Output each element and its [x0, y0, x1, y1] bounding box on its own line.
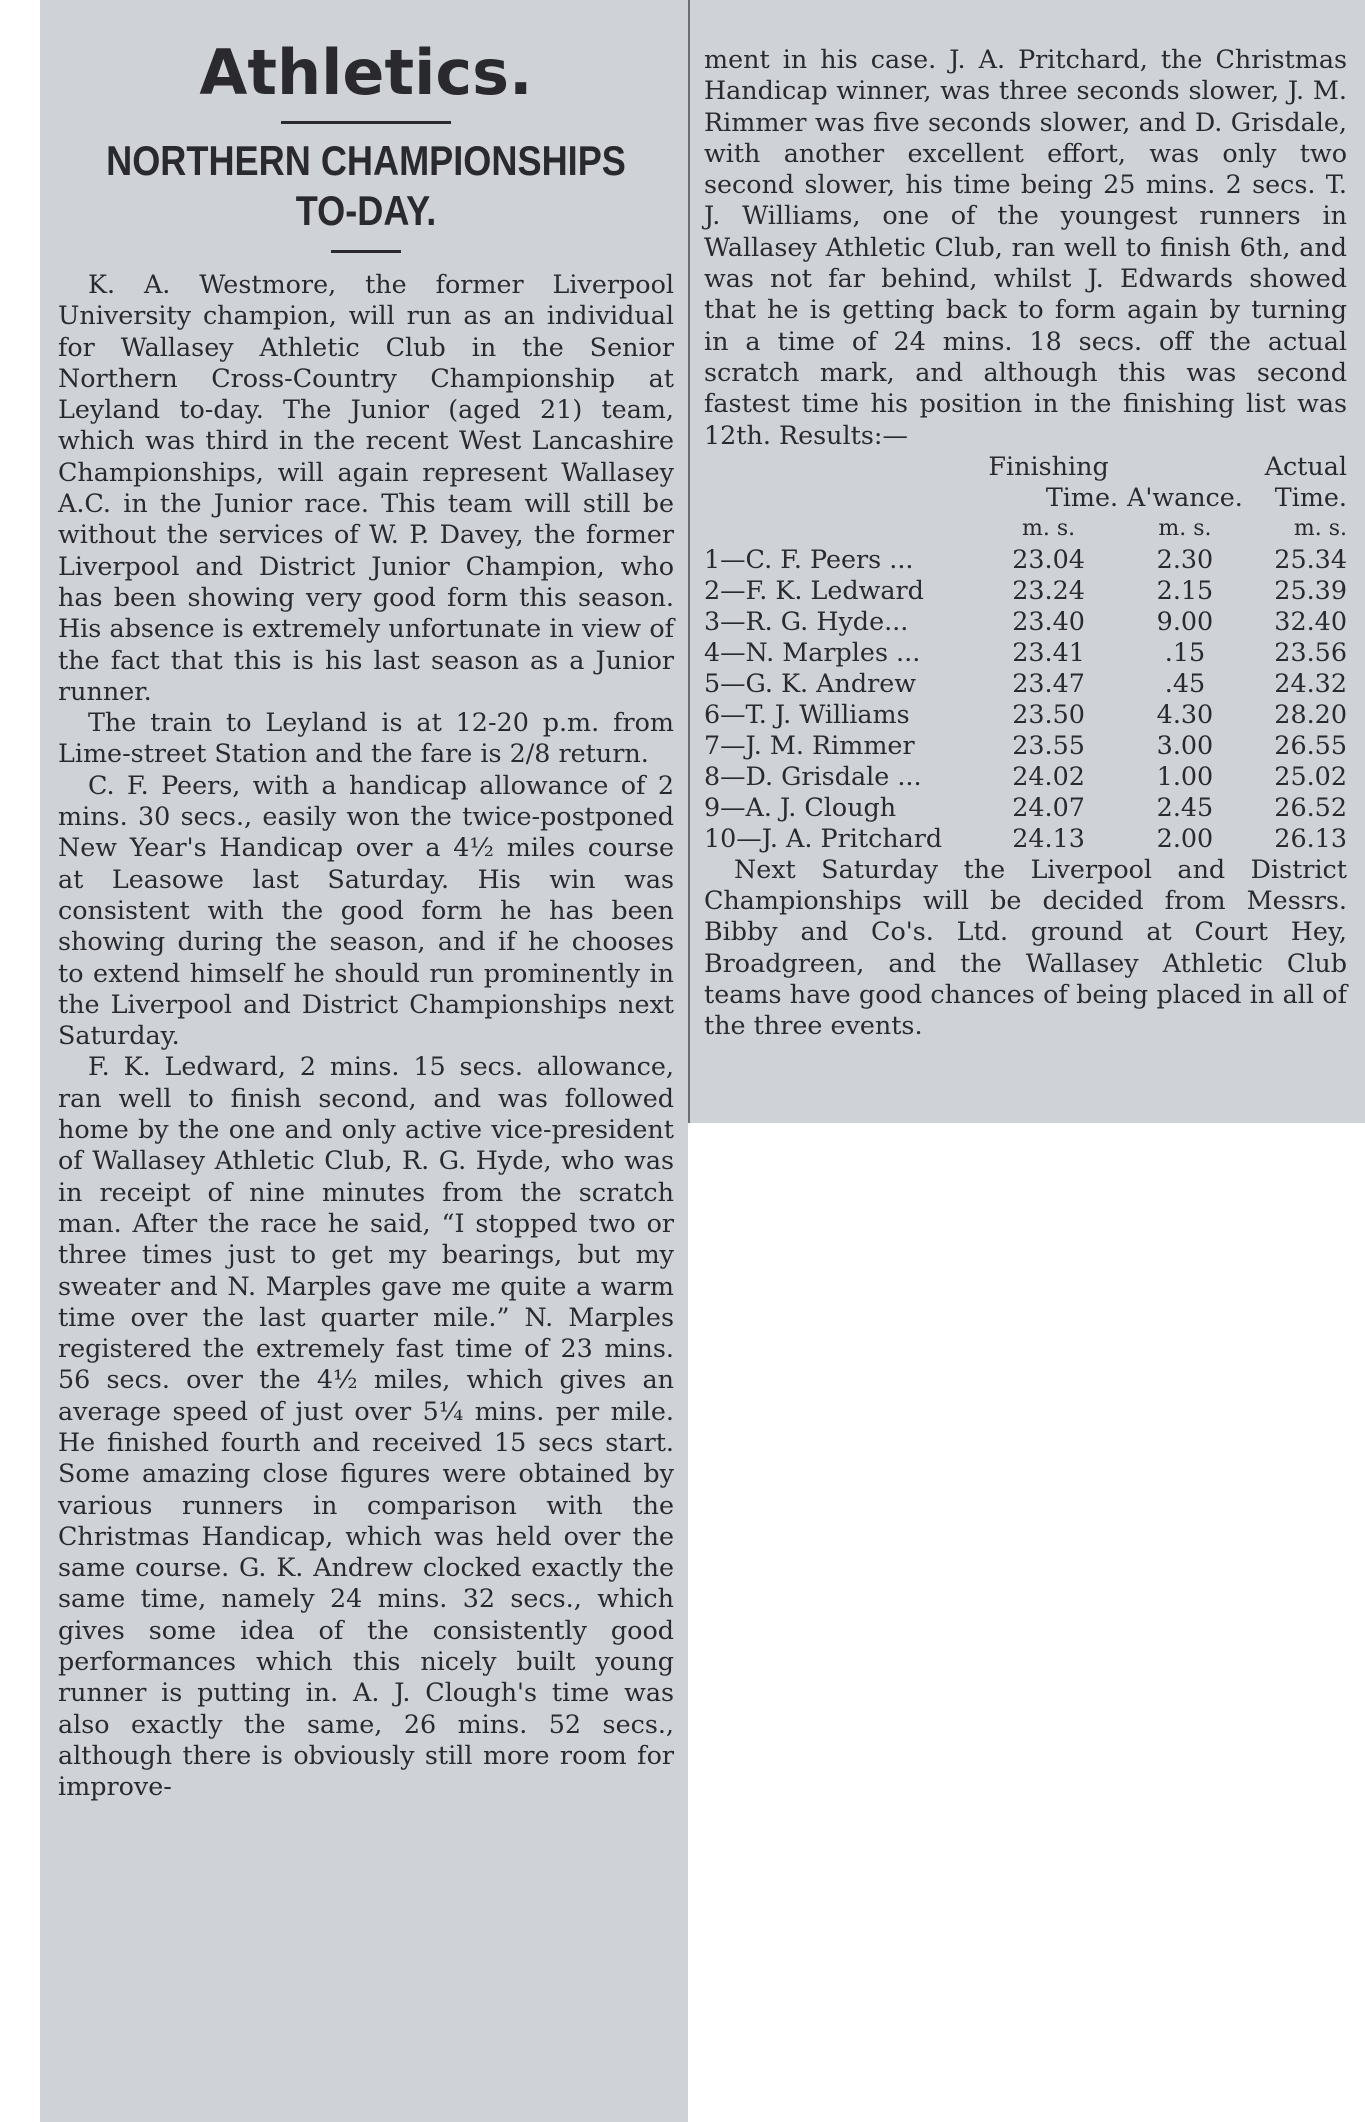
paragraph: Next Saturday the Liverpool and District Championships will be decided from Messrs. Bibby and Co's. Ltd. ground at Court Hey, Broadgreen, and the Wallasey Athletic Club teams have good chances of being placed in all of the three events.: [704, 853, 1347, 1041]
paragraph: ment in his case. J. A. Pritchard, the Christmas Handicap winner, was three seconds slower, J. M. Rimmer was five seconds slower, and D. Grisdale, with another excellent effort, was only two second slower, his time being 25 mins. 2 secs. T. J. Williams, one of the youngest runners in Wallasey Athletic Club, ran well to finish 6th, and was not far behind, whilst J. Edwards showed that he is getting back to form again by turning in a time of 24 mins. 18 secs. off the actual scratch mark, and although this was second fastest time his position in the finishing list was 12th. Results:—: [704, 44, 1347, 450]
paragraph: K. A. Westmore, the former Liverpool University champion, will run as an individual for Wallasey Athletic Club in the Senior Northern Cross-Country Championship at Leyland to-day. The Junior (aged 21) team, which was third in the recent West Lancashire Championships, will again represent Wallasey A.C. in the Junior race. This team will still be without the services of W. P. Davey, the former Liverpool and District Junior Champion, who has been showing very good form this season. His absence is extremely unfortunate in view of the fact that this is his last season as a Junior runner.: [58, 269, 674, 706]
result-actual-cell: 32.40: [1274, 605, 1347, 636]
subhead-line-2: TO-DAY.: [295, 187, 437, 234]
result-pos-cell: 6—T. J. Williams: [704, 698, 910, 729]
header-cell: Time.: [1274, 481, 1347, 512]
result-finish-cell: 23.41: [1012, 636, 1085, 667]
result-allowance-cell: 9.00: [1156, 605, 1214, 636]
table-row: [704, 668, 1347, 699]
header-cell: Finishing: [988, 450, 1109, 481]
unit-cell: m. s.: [1293, 515, 1347, 541]
result-actual-cell: 26.52: [1274, 791, 1347, 822]
paragraph: The train to Leyland is at 12-20 p.m. from Lime-street Station and the fare is 2/8 return.: [58, 707, 674, 769]
results-body: [704, 544, 1347, 854]
result-finish-cell: 23.55: [1012, 729, 1085, 760]
result-pos-cell: 10—J. A. Pritchard: [704, 822, 943, 853]
result-allowance-cell: 4.30: [1156, 698, 1214, 729]
result-allowance-cell: .45: [1164, 667, 1206, 698]
results-header-top: [704, 451, 1347, 482]
results-table: [704, 451, 1347, 854]
subhead-dash: [331, 250, 401, 253]
unit-cell: m. s.: [1158, 515, 1212, 541]
result-actual-cell: 25.39: [1274, 574, 1347, 605]
table-row: [704, 544, 1347, 575]
table-row: [704, 606, 1347, 637]
table-row: [704, 792, 1347, 823]
header-cell: A'wance.: [1127, 481, 1243, 512]
result-actual-cell: 28.20: [1274, 698, 1347, 729]
header-cell: Time.: [1045, 481, 1119, 512]
headline: Athletics.: [199, 36, 533, 109]
result-actual-cell: 24.32: [1274, 667, 1347, 698]
results-units: [704, 513, 1347, 544]
result-finish-cell: 23.50: [1012, 698, 1085, 729]
result-pos-cell: 5—G. K. Andrew: [704, 667, 917, 698]
result-allowance-cell: 2.15: [1156, 574, 1214, 605]
result-allowance-cell: 3.00: [1156, 729, 1214, 760]
table-row: [704, 761, 1347, 792]
table-row: [704, 637, 1347, 668]
result-actual-cell: 25.34: [1274, 543, 1347, 574]
result-finish-cell: 24.02: [1012, 760, 1085, 791]
result-finish-cell: 24.07: [1012, 791, 1085, 822]
result-allowance-cell: 2.30: [1156, 543, 1214, 574]
result-actual-cell: 26.13: [1274, 822, 1347, 853]
result-pos-cell: 9—A. J. Clough: [704, 791, 897, 822]
result-actual-cell: 23.56: [1274, 636, 1347, 667]
subhead-line-1: NORTHERN CHAMPIONSHIPS: [106, 137, 626, 184]
result-pos-cell: 1—C. F. Peers ...: [704, 543, 914, 574]
right-column: [688, 0, 1365, 1123]
result-finish-cell: 23.47: [1012, 667, 1085, 698]
result-finish-cell: 23.24: [1012, 574, 1085, 605]
paragraph: F. K. Ledward, 2 mins. 15 secs. allowance, ran well to finish second, and was followed home by the one and only active vice-president of Wallasey Athletic Club, R. G. Hyde, who was in receipt of nine minutes from the scratch man. After the race he said, “I stopped two or three times just to get my bearings, but my sweater and N. Marples gave me quite a warm time over the last quarter mile.” N. Marples registered the extremely fast time of 23 mins. 56 secs. over the 4½ miles, which gives an average speed of just over 5¼ mins. per mile. He finished fourth and received 15 secs start. Some amazing close figures were obtained by various runners in comparison with the Christmas Handicap, which was held over the same course. G. K. Andrew clocked exactly the same time, namely 24 mins. 32 secs., which gives some idea of the consistently good performances which this nicely built young runner is putting in. A. J. Clough's time was also exactly the same, 26 mins. 52 secs., although there is obviously still more room for improve-: [58, 1051, 674, 1802]
result-allowance-cell: 2.45: [1156, 791, 1214, 822]
result-finish-cell: 23.40: [1012, 605, 1085, 636]
result-pos-cell: 8—D. Grisdale ...: [704, 760, 922, 791]
result-actual-cell: 26.55: [1274, 729, 1347, 760]
table-row: [704, 699, 1347, 730]
result-allowance-cell: 2.00: [1156, 822, 1214, 853]
paragraph: C. F. Peers, with a handicap allowance of 2 mins. 30 secs., easily won the twice-postponed New Year's Handicap over a 4½ miles course at Leasowe last Saturday. His win was consistent with the good form he has been showing during the season, and if he chooses to extend himself he should run prominently in the Liverpool and District Championships next Saturday.: [58, 769, 674, 1051]
result-actual-cell: 25.02: [1274, 760, 1347, 791]
table-row: [704, 823, 1347, 854]
results-header: [704, 482, 1347, 513]
left-column: [40, 0, 688, 2122]
header-cell: Actual: [1264, 450, 1347, 481]
result-finish-cell: 24.13: [1012, 822, 1085, 853]
table-row: [704, 730, 1347, 761]
result-pos-cell: 4—N. Marples ...: [704, 636, 921, 667]
unit-cell: m. s.: [1021, 515, 1076, 541]
result-allowance-cell: .15: [1164, 636, 1206, 667]
headline-rule: [281, 121, 451, 124]
result-pos-cell: 3—R. G. Hyde...: [704, 605, 909, 636]
result-finish-cell: 23.04: [1012, 543, 1085, 574]
result-allowance-cell: 1.00: [1156, 760, 1214, 791]
result-pos-cell: 2—F. K. Ledward: [704, 574, 924, 605]
result-pos-cell: 7—J. M. Rimmer: [704, 729, 915, 760]
table-row: [704, 575, 1347, 606]
